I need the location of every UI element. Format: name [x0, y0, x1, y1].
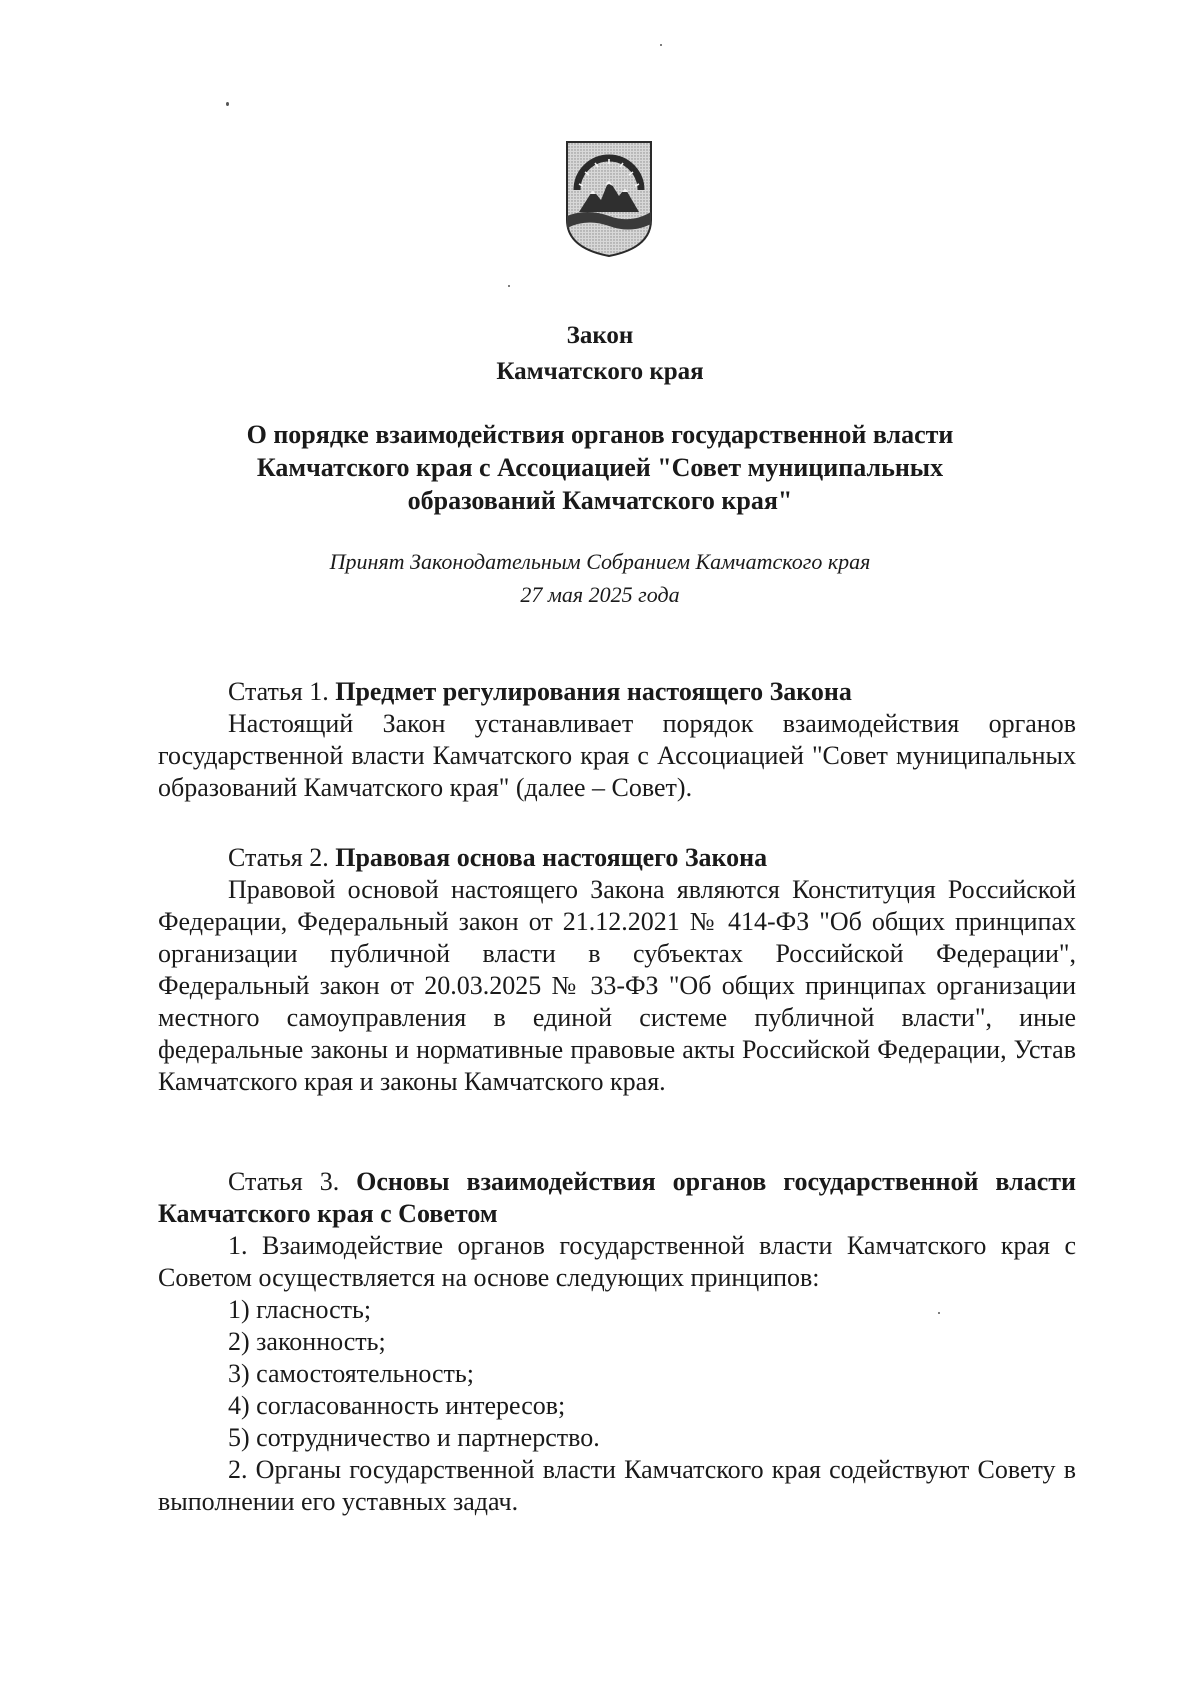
list-item: 2) законность;: [228, 1327, 386, 1356]
article-1: [158, 676, 1076, 804]
law-heading-line: Закон: [566, 322, 634, 349]
law-heading: [100, 318, 1100, 390]
article-number: Статья 3.: [228, 1167, 357, 1196]
list-item: 1) гласность;: [228, 1295, 372, 1324]
list-item: 4) согласованность интересов;: [228, 1391, 566, 1420]
title-line: О порядке взаимодействия органов государственной власти: [246, 420, 954, 449]
list-item: 5) сотрудничество и партнерство.: [228, 1423, 600, 1452]
scan-speck: [508, 285, 510, 287]
title-line: образований Камчатского края": [407, 486, 793, 515]
scan-speck: [660, 44, 662, 46]
article-heading: [158, 676, 1076, 708]
article-title: Основы взаимодействия органов государственной власти Камчатского края с Советом: [158, 1167, 1076, 1228]
list-item: 3) самостоятельность;: [228, 1359, 474, 1388]
law-heading-line: Камчатского края: [496, 358, 704, 385]
adoption-date: 27 мая 2025 года: [520, 582, 680, 607]
adoption-note: [100, 545, 1100, 611]
article-number: Статья 2.: [228, 843, 336, 872]
article-heading: [158, 842, 1076, 874]
article-heading: [158, 1166, 1076, 1230]
scan-speck: [226, 102, 229, 106]
title-line: Камчатского края с Ассоциацией "Совет муниципальных: [256, 453, 944, 482]
article-text: Настоящий Закон устанавливает порядок взаимодействия органов государственной власти Камчатского края с Ассоциацией "Совет муниципальных образований Камчатского края" (далее – Совет).: [158, 709, 1076, 802]
article-title: Правовая основа настоящего Закона: [335, 843, 768, 872]
document-title: [100, 418, 1100, 517]
adoption-line: Принят Законодательным Собранием Камчатского края: [329, 549, 871, 574]
article-paragraph: 2. Органы государственной власти Камчатского края содействуют Совету в выполнении его уставных задач.: [158, 1455, 1076, 1516]
article-number: Статья 1.: [228, 677, 336, 706]
article-3: [158, 1166, 1076, 1518]
article-2: [158, 842, 1076, 1098]
article-title: Предмет регулирования настоящего Закона: [335, 677, 852, 706]
article-text: Правовой основой настоящего Закона являются Конституция Российской Федерации, Федеральный закон от 21.12.2021 № 414-ФЗ "Об общих принципах организации публичной власти в субъектах Российской Федерации", Федеральный закон от 20.03.2025 № 33-ФЗ "Об общих принципах организации местного самоуправления в единой системе публичной власти", иные федеральные законы и нормативные правовые акты Российской Федерации, Устав Камчатского края и законы Камчатского края.: [158, 875, 1076, 1096]
coat-of-arms-emblem: [565, 140, 653, 258]
article-paragraph: 1. Взаимодействие органов государственной власти Камчатского края с Советом осуществляется на основе следующих принципов:: [158, 1231, 1076, 1292]
